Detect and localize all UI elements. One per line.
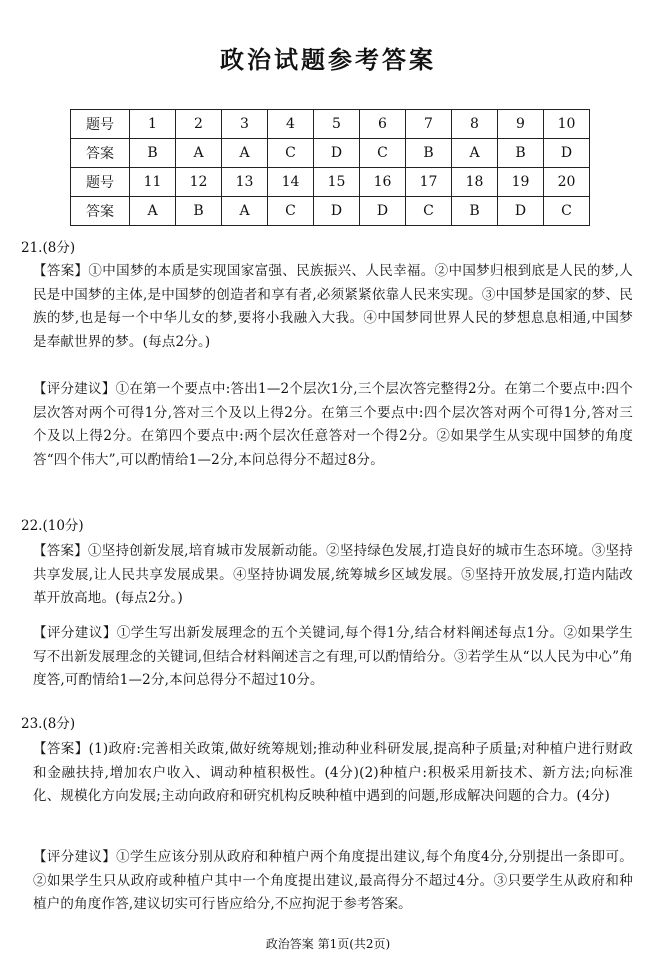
question-21-answer bbox=[33, 260, 633, 354]
table-cell: 11 bbox=[130, 168, 176, 197]
scoring-text: ①学生应该分别从政府和种植户两个角度提出建议,每个角度4分,分别提出一条即可。②如果学生只从政府或种植户其中一个角度提出建议,最高得分不超过4分。③只要学生从政府和种植户的角度作答,建议切实可行皆应给分,不应拘泥于参考答案。 bbox=[33, 849, 633, 912]
row-label: 答案 bbox=[71, 197, 130, 226]
table-cell: 5 bbox=[314, 110, 360, 139]
page-footer: 政治答案 第1页(共2页) bbox=[265, 937, 391, 951]
table-row-answers-1 bbox=[71, 139, 590, 168]
question-22-heading: 22.(10分) bbox=[21, 518, 84, 534]
table-cell: 9 bbox=[498, 110, 544, 139]
question-21-scoring bbox=[33, 378, 633, 472]
question-21-heading: 21.(8分) bbox=[21, 240, 76, 256]
table-row-numbers-1 bbox=[71, 110, 590, 139]
table-cell: 4 bbox=[268, 110, 314, 139]
row-label: 题号 bbox=[71, 168, 130, 197]
answer-table bbox=[70, 109, 590, 226]
table-cell: 6 bbox=[360, 110, 406, 139]
scoring-text: ①学生写出新发展理念的五个关键词,每个得1分,结合材料阐述每点1分。②如果学生写不出新发展理念的关键词,但结合材料阐述言之有理,可以酌情给分。③若学生从“以人民为中心”角度答,可酌情给1—2分,本问总得分不超过10分。 bbox=[33, 625, 634, 688]
table-cell: D bbox=[544, 139, 590, 168]
table-cell: 3 bbox=[222, 110, 268, 139]
table-cell: 10 bbox=[544, 110, 590, 139]
scoring-tag: 【评分建议】 bbox=[33, 625, 117, 641]
table-cell: C bbox=[268, 197, 314, 226]
row-label: 题号 bbox=[71, 110, 130, 139]
table-cell: B bbox=[498, 139, 544, 168]
answer-text: ①坚持创新发展,培育城市发展新动能。②坚持绿色发展,打造良好的城市生态环境。③坚持共享发展,让人民共享发展成果。④坚持协调发展,统筹城乡区域发展。⑤坚持开放发展,打造内陆改革开放高地。(每点2分。) bbox=[33, 543, 633, 606]
question-22-answer bbox=[33, 540, 633, 611]
table-cell: C bbox=[360, 139, 406, 168]
table-cell: D bbox=[360, 197, 406, 226]
table-row-answers-2 bbox=[71, 197, 590, 226]
answer-tag: 【答案】 bbox=[33, 543, 88, 559]
table-cell: A bbox=[222, 139, 268, 168]
table-cell: B bbox=[176, 197, 222, 226]
table-cell: 20 bbox=[544, 168, 590, 197]
table-cell: 12 bbox=[176, 168, 222, 197]
table-cell: 19 bbox=[498, 168, 544, 197]
scoring-text: ①在第一个要点中:答出1—2个层次1分,三个层次答完整得2分。在第二个要点中:四个层次答对两个可得1分,答对三个及以上得2分。在第三个要点中:四个层次答对两个可得1分,答对三个及以上得2分。在第四个要点中:两个层次任意答对一个得2分。②如果学生从实现中国梦的角度答“四个伟大”,可以酌情给1—2分,本问总得分不超过8分。 bbox=[33, 381, 633, 468]
table-cell: D bbox=[498, 197, 544, 226]
table-cell: 2 bbox=[176, 110, 222, 139]
table-cell: B bbox=[130, 139, 176, 168]
table-row-numbers-2 bbox=[71, 168, 590, 197]
table-cell: C bbox=[406, 197, 452, 226]
table-cell: A bbox=[176, 139, 222, 168]
table-cell: 15 bbox=[314, 168, 360, 197]
table-cell: C bbox=[544, 197, 590, 226]
table-cell: A bbox=[452, 139, 498, 168]
table-cell: 16 bbox=[360, 168, 406, 197]
question-23-answer bbox=[33, 738, 633, 809]
table-cell: 18 bbox=[452, 168, 498, 197]
table-cell: 14 bbox=[268, 168, 314, 197]
table-cell: A bbox=[130, 197, 176, 226]
answer-text: ①中国梦的本质是实现国家富强、民族振兴、人民幸福。②中国梦归根到底是人民的梦,人民是中国梦的主体,是中国梦的创造者和享有者,必须紧紧依靠人民来实现。③中国梦是国家的梦、民族的梦,也是每一个中华儿女的梦,要将小我融入大我。④中国梦同世界人民的梦想息息相通,中国梦是奉献世界的梦。(每点2分。) bbox=[33, 263, 633, 350]
scoring-tag: 【评分建议】 bbox=[33, 381, 116, 397]
table-cell: 17 bbox=[406, 168, 452, 197]
answer-tag: 【答案】 bbox=[33, 263, 89, 279]
table-cell: 7 bbox=[406, 110, 452, 139]
row-label: 答案 bbox=[71, 139, 130, 168]
table-cell: A bbox=[222, 197, 268, 226]
table-cell: 13 bbox=[222, 168, 268, 197]
page-title: 政治试题参考答案 bbox=[220, 46, 436, 74]
table-cell: C bbox=[268, 139, 314, 168]
question-22-scoring bbox=[33, 622, 633, 693]
answer-text: (1)政府:完善相关政策,做好统筹规划;推动种业科研发展,提高种子质量;对种植户进行财政和金融扶持,增加农户收入、调动种植积极性。(4分)(2)种植户:积极采用新技术、新方法;向标准化、规模化方向发展;主动向政府和研究机构反映种植中遇到的问题,形成解决问题的合力。(4分) bbox=[33, 741, 633, 804]
table-cell: B bbox=[406, 139, 452, 168]
table-cell: D bbox=[314, 197, 360, 226]
question-23-heading: 23.(8分) bbox=[21, 716, 76, 732]
table-cell: 8 bbox=[452, 110, 498, 139]
answer-tag: 【答案】 bbox=[33, 741, 89, 757]
table-cell: D bbox=[314, 139, 360, 168]
table-cell: 1 bbox=[130, 110, 176, 139]
scoring-tag: 【评分建议】 bbox=[33, 849, 117, 865]
table-cell: B bbox=[452, 197, 498, 226]
question-23-scoring bbox=[33, 846, 633, 917]
